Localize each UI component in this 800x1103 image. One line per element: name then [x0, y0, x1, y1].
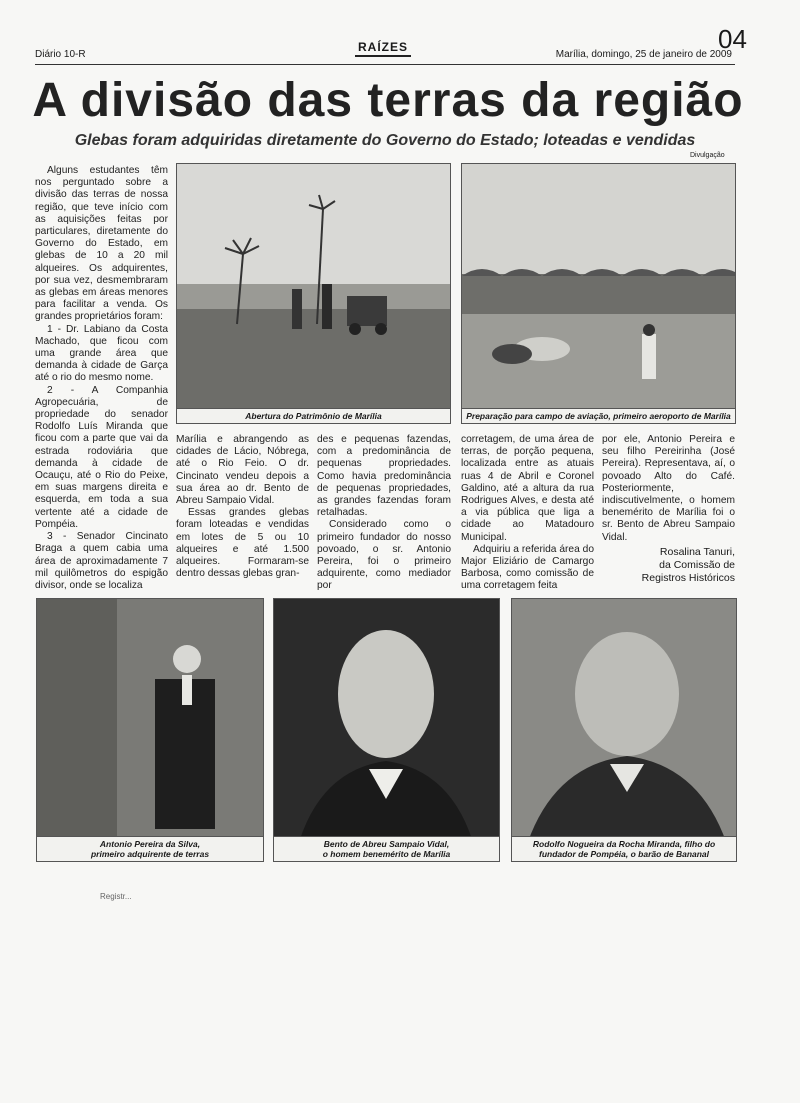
- article-column-3: [317, 434, 451, 593]
- paragraph: 3 - Senador Cincinato Braga a quem cabia uma área de aproximadamente 7 mil quilômetros do espigão divisor, onde se localiza: [35, 531, 168, 591]
- article-column-5: [602, 434, 735, 544]
- paragraph: corretagem, de uma área de terras, de porção pequena, localizada entre as atuais ruas 4 de Abril e Coronel Galdino, até a altura da rua Rodrigues Alves, e desta até a via pública que liga a cidade ao Matadouro Municipal.: [461, 434, 594, 543]
- headline: A divisão das terras da região: [32, 74, 744, 127]
- photo-credit: Divulgação: [690, 152, 725, 159]
- photo-campo-aviacao-image: [462, 164, 735, 423]
- photo-bento-vidal-caption: [274, 836, 499, 861]
- caption-line: o homem benemérito de Marília: [322, 849, 451, 859]
- page-number: 04: [718, 24, 747, 54]
- stray-text: Registr...: [100, 892, 132, 901]
- portrait-rodolfo-miranda: [512, 599, 736, 861]
- author-name: Rosalina Tanuri,: [659, 546, 735, 558]
- paragraph: Considerado como o primeiro fundador do nosso povoado, o sr. Antonio Pereira, foi o primeiro adquirente, como mediador por: [317, 519, 451, 592]
- dateline: Marília, domingo, 25 de janeiro de 2009: [555, 49, 732, 60]
- article-column-1: [35, 165, 168, 592]
- paragraph: por ele, Antonio Pereira e seu filho Pereirinha (José Pereira). Representava, aí, o povoado Alto do Café. Posteriormente, indiscutivelmente, o homem benemérito de Marília foi o sr. Bento de Abreu Sampaio Vidal.: [602, 434, 735, 543]
- article-column-4: [461, 434, 594, 593]
- paragraph: des e pequenas fazendas, com a predominância de pequenas propriedades. Como havia predominância de pequenas propriedades, as grandes fazendas foram retalhadas.: [317, 434, 451, 519]
- section-title: RAÍZES: [355, 40, 411, 57]
- photo-patrimonio-image: [177, 164, 450, 423]
- photo-rodolfo-miranda: [511, 598, 737, 862]
- author-role: da Comissão de: [659, 559, 735, 571]
- photo-antonio-pereira-caption: [37, 836, 263, 861]
- caption-line: Antonio Pereira da Silva,: [99, 839, 201, 849]
- header-rule: [35, 64, 735, 65]
- photo-campo-aviacao-caption: Preparação para campo de aviação, primeiro aeroporto de Marília: [462, 408, 735, 423]
- photo-antonio-pereira: [36, 598, 264, 862]
- portrait-antonio-pereira: [37, 599, 263, 861]
- paragraph: Adquiriu a referida área do Major Eliziário de Camargo Barbosa, como comissão de uma corretagem feita: [461, 543, 594, 592]
- subheadline: Glebas foram adquiridas diretamente do Governo do Estado; loteadas e vendidas: [74, 132, 696, 149]
- paragraph: 2 - A Companhia Agropecuária, de propriedade do senador Rodolfo Luís Miranda que ficou com a parte que vai da estrada rodoviária que demanda à cidade de Ocauçu, até o Rio do Peixe, em suas margens direita e esquerda, em toda a sua vertente até a cidade de Pompéia.: [35, 384, 168, 530]
- article-column-2: [176, 434, 309, 580]
- photo-patrimonio: [176, 163, 451, 424]
- caption-line: fundador de Pompéia, o barão de Bananal: [538, 849, 710, 859]
- caption-line: Bento de Abreu Sampaio Vidal,: [323, 839, 450, 849]
- photo-patrimonio-caption: Abertura do Patrimônio de Marília: [177, 408, 450, 423]
- photo-rodolfo-miranda-caption: [512, 836, 736, 861]
- photo-bento-vidal: [273, 598, 500, 862]
- paragraph: Essas grandes glebas foram loteadas e vendidas em lotes de 5 ou 10 alqueires e até 1.500 alqueires. Formaram-se dentro dessas glebas gran-: [176, 507, 309, 580]
- portrait-bento-vidal: [274, 599, 499, 861]
- paragraph: Alguns estudantes têm nos perguntado sobre a divisão das terras de nossa região, que teve início com as aquisições feitas por particulares, diretamente do Governo do Estado, em glebas de 10 a 20 mil alqueires. Os adquirentes, por sua vez, desmembraram as glebas em áreas menores para facilitar a venda. Os grandes proprietários foram:: [35, 165, 168, 323]
- author-signature: [595, 546, 735, 585]
- paragraph: 1 - Dr. Labiano da Costa Machado, que ficou com uma grande área que demanda à cidade de Garça até o rio do mesmo nome.: [35, 323, 168, 384]
- edition-label: Diário 10-R: [35, 49, 86, 60]
- caption-line: primeiro adquirente de terras: [90, 849, 210, 859]
- paragraph: Marília e abrangendo as cidades de Lácio, Nóbrega, até o Rio Feio. O dr. Cincinato vendeu depois a sua área ao dr. Bento de Abreu Sampaio Vidal.: [176, 434, 309, 507]
- author-org: Registros Históricos: [641, 572, 735, 584]
- photo-campo-aviacao: [461, 163, 736, 424]
- caption-line: Rodolfo Nogueira da Rocha Miranda, filho do: [532, 839, 716, 849]
